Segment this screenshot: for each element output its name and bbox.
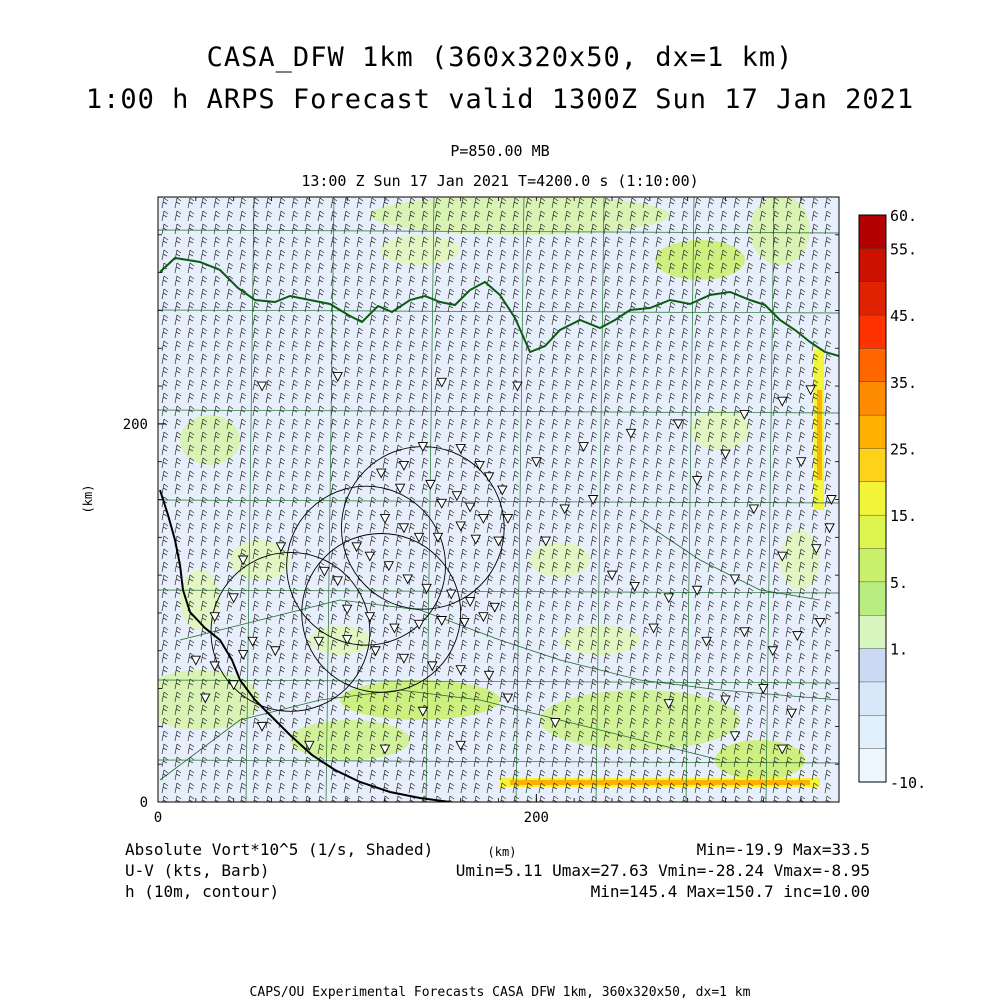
colorbar-label: 45.	[890, 307, 918, 326]
colorbar-label: -10.	[890, 774, 927, 792]
colorbar-bin	[859, 515, 886, 549]
colorbar-bin	[859, 482, 886, 516]
colorbar-bin	[859, 682, 886, 716]
colorbar-bin	[859, 549, 886, 583]
colorbar-bin	[859, 282, 886, 316]
x-tick-label: 0	[153, 810, 163, 826]
legend-field2-stats: Umin=5.11 Umax=27.63 Vmin=-28.24 Vmax=-8.95	[455, 861, 870, 880]
colorbar-bin	[859, 248, 886, 282]
x-axis-label: (km)	[487, 845, 517, 859]
colorbar-bin	[859, 715, 886, 749]
y-axis-label: (km)	[81, 484, 95, 514]
colorbar-label: 55.	[890, 240, 918, 259]
legend-field1: Absolute Vort*10^5 (1/s, Shaded)	[125, 840, 434, 859]
shade-patch	[655, 240, 745, 280]
valid-time: 13:00 Z Sun 17 Jan 2021 T=4200.0 s (1:10:00)	[301, 172, 699, 190]
colorbar-bin	[859, 382, 886, 416]
colorbar-label: 5.	[890, 573, 909, 592]
colorbar-label: 1.	[890, 640, 909, 659]
colorbar-bin	[859, 215, 886, 249]
shade-patch	[340, 680, 500, 720]
colorbar-label: 35.	[890, 373, 918, 392]
legend-field1-stats: Min=-19.9 Max=33.5	[696, 840, 870, 859]
pressure-level: P=850.00 MB	[450, 142, 550, 160]
shade-patch	[690, 410, 750, 450]
colorbar-label: 25.	[890, 440, 918, 459]
colorbar-bin	[859, 649, 886, 683]
shade-patch	[560, 625, 640, 655]
colorbar-bin	[859, 315, 886, 349]
shade-patch	[290, 720, 410, 760]
y-tick-label: 0	[139, 795, 148, 811]
colorbar	[859, 207, 926, 792]
colorbar-bin	[859, 749, 886, 783]
plot-area	[140, 195, 839, 806]
legend-field2: U-V (kts, Barb)	[125, 861, 270, 880]
legend-field3: h (10m, contour)	[125, 882, 280, 901]
footer-caption: CAPS/OU Experimental Forecasts CASA DFW 1km, 360x320x50, dx=1 km	[249, 985, 751, 1000]
colorbar-bin	[859, 615, 886, 649]
colorbar-bin	[859, 415, 886, 449]
legend-field3-stats: Min=145.4 Max=150.7 inc=10.00	[590, 882, 870, 901]
colorbar-bin	[859, 582, 886, 616]
x-tick-label: 200	[523, 810, 549, 826]
colorbar-label: 60.	[890, 207, 918, 225]
colorbar-label: 15.	[890, 507, 918, 526]
colorbar-bin	[859, 448, 886, 482]
plot-background	[158, 197, 839, 802]
shade-patch	[380, 235, 460, 265]
chart-title: CASA_DFW 1km (360x320x50, dx=1 km)	[206, 42, 794, 73]
shade-patch	[530, 543, 590, 578]
chart-subtitle: 1:00 h ARPS Forecast valid 1300Z Sun 17 Jan 2021	[85, 84, 915, 115]
colorbar-bin	[859, 348, 886, 382]
y-tick-label: 200	[122, 416, 148, 433]
